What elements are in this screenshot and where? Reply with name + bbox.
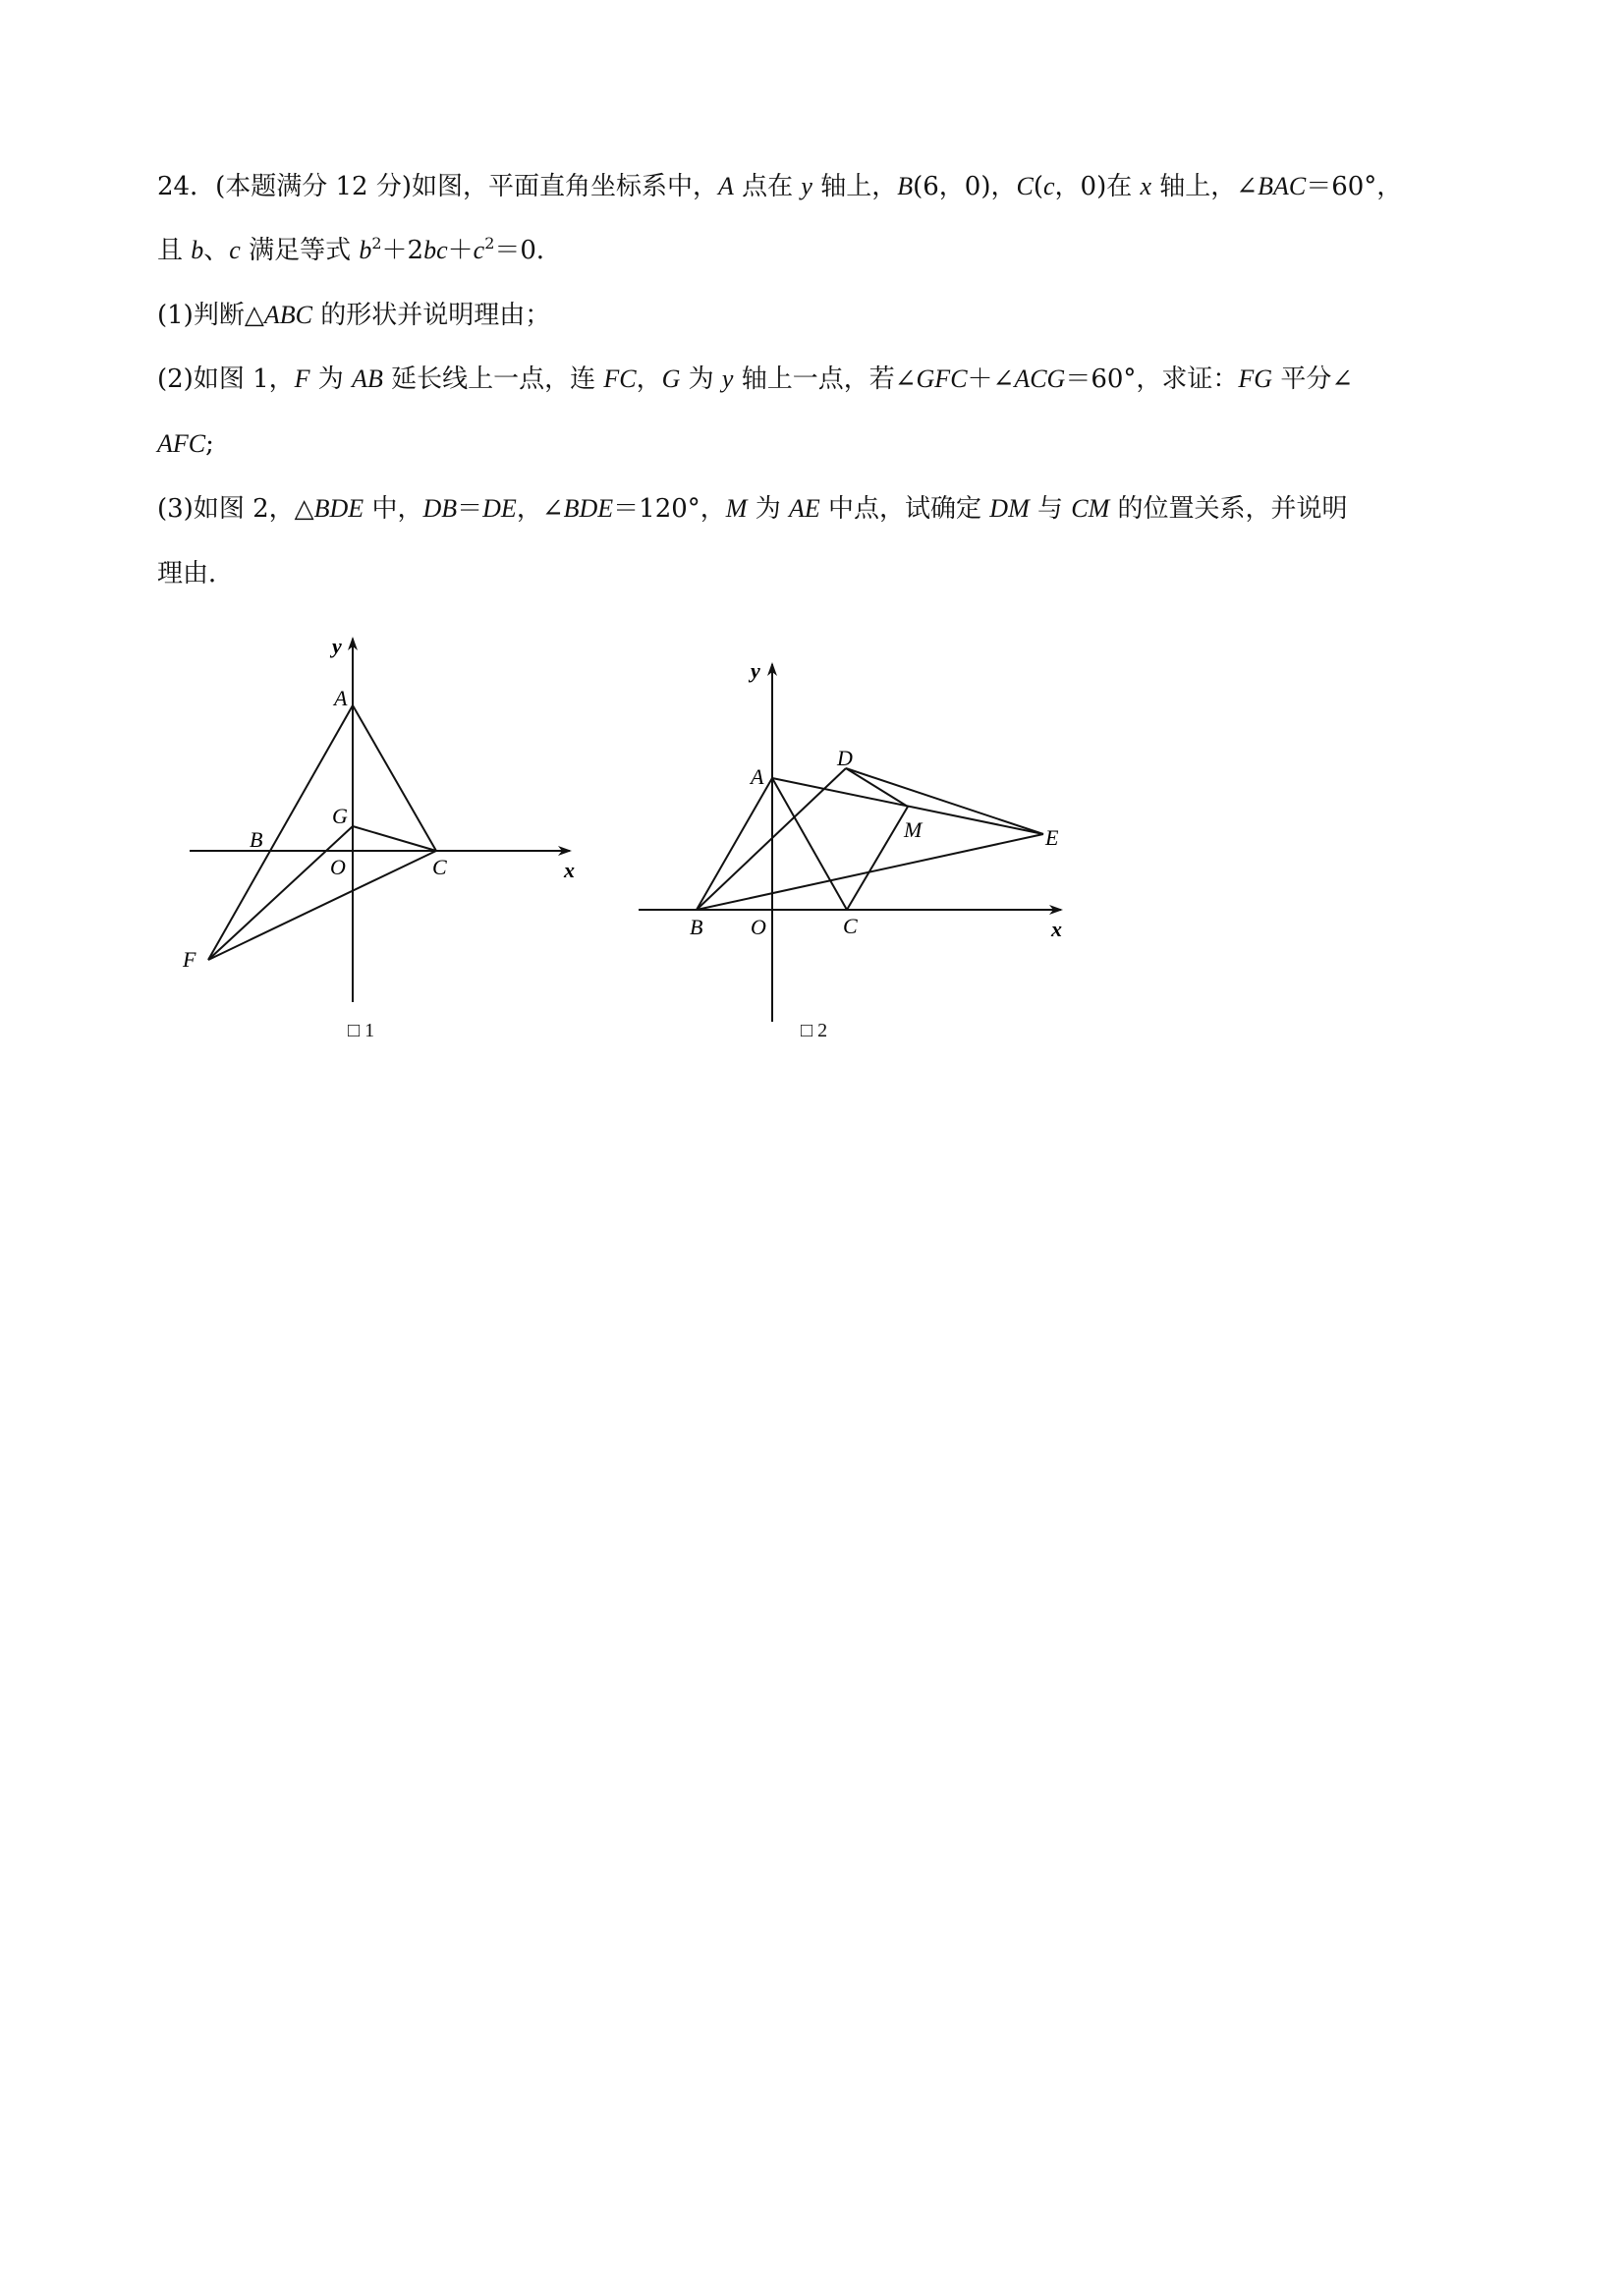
- fig2-label-D: D: [837, 746, 853, 770]
- fig2-label-A: A: [751, 764, 764, 789]
- fig1-label-G: G: [332, 804, 348, 828]
- fig1-label-O: O: [330, 855, 346, 879]
- fig1-line-FC: [208, 851, 436, 960]
- fig1-line-AF: [208, 705, 353, 960]
- fig2-line-DM: [846, 768, 908, 807]
- question-part-3-cont: 理由．: [157, 559, 235, 588]
- fig2-label-C: C: [843, 914, 858, 938]
- question-part-3: (3)如图 2，△BDE 中，DB＝DE，∠BDE＝120°，M 为 AE 中点，试确定 DM 与 CM 的位置关系，并说明: [157, 494, 1348, 524]
- fig1-label-y: y: [332, 634, 342, 658]
- fig1-label-C: C: [432, 855, 447, 879]
- fig2-label-x: x: [1051, 917, 1062, 941]
- question-line-2: 且 b、c 满足等式 $b^2+2bc+c^2=0$．: [157, 234, 562, 265]
- question-part-2-cont: AFC;: [157, 429, 214, 459]
- fig2-label-y: y: [751, 658, 760, 683]
- fig1-label-B: B: [250, 827, 263, 852]
- question-line-1: 24．(本题满分 12 分)如图，平面直角坐标系中，A 点在 y 轴上，B(6，0)，C(c，0)在 x 轴上，∠BAC＝60°，: [157, 172, 1403, 201]
- question-part-2: (2)如图 1，F 为 AB 延长线上一点，连 FC，G 为 y 轴上一点，若∠GFC＋∠ACG＝60°，求证：FG 平分∠: [157, 364, 1354, 394]
- fig2-label-B: B: [690, 915, 703, 939]
- question-part-1: (1)判断△ABC 的形状并说明理由；: [157, 301, 551, 330]
- fig1-label-x: x: [564, 858, 575, 882]
- fig2-label-O: O: [751, 915, 766, 939]
- fig2-label-M: M: [904, 817, 923, 842]
- fig1-line-FG: [208, 826, 353, 960]
- fig2-line-CM: [847, 807, 908, 910]
- fig2-line-BA: [697, 778, 772, 910]
- figure-2-caption: □ 2: [801, 1020, 828, 1041]
- fig2-line-DE: [846, 768, 1043, 834]
- fig1-label-A: A: [334, 686, 348, 710]
- fig1-label-F: F: [183, 947, 196, 972]
- figure-1-caption: □ 1: [348, 1020, 375, 1041]
- fig2-label-E: E: [1045, 825, 1059, 850]
- figure-2: [639, 664, 1061, 1022]
